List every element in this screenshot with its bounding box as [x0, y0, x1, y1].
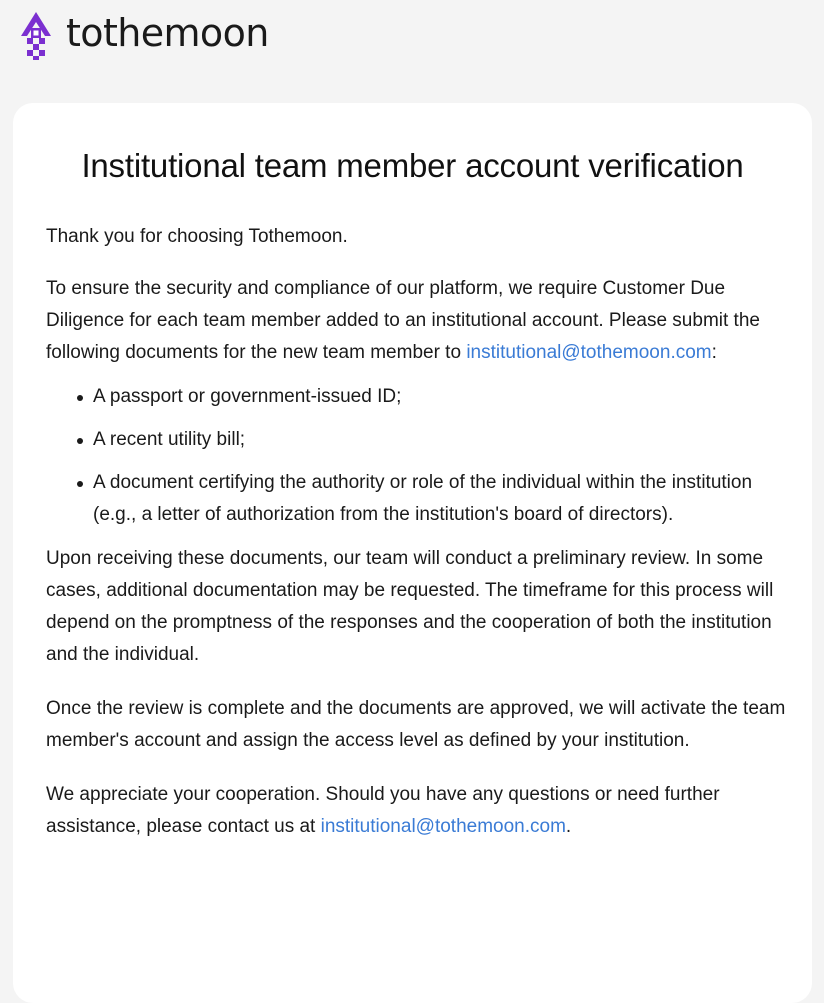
- required-documents-list: [46, 381, 791, 531]
- closing-text: We appreciate your cooperation. Should you have any questions or need further assistance, please contact us at: [46, 784, 720, 837]
- greeting-text: Thank you for choosing Tothemoon.: [46, 226, 348, 247]
- intro-text: To ensure the security and compliance of our platform, we require Customer Due Diligence for each team member added to an institutional account. Please submit the following documents for the new team member to: [46, 278, 760, 363]
- list-item: A document certifying the authority or role of the individual within the institution (e.g., a letter of authorization from the institution's board of directors).: [93, 467, 791, 531]
- list-item: A recent utility bill;: [93, 424, 791, 456]
- closing-paragraph: [46, 779, 791, 843]
- list-item: A passport or government-issued ID;: [93, 381, 791, 413]
- intro-suffix: :: [711, 342, 717, 363]
- brand-header: [18, 10, 269, 60]
- contact-email-link[interactable]: institutional@tothemoon.com: [320, 816, 566, 837]
- brand-name[interactable]: tothemoon: [66, 11, 269, 55]
- institutional-email-link[interactable]: institutional@tothemoon.com: [466, 342, 712, 363]
- email-card: [13, 103, 812, 1003]
- review-paragraph: Upon receiving these documents, our team will conduct a preliminary review. In some cases, additional documentation may be requested. The timeframe for this process will depend on the promptness of the responses and the cooperation of both the institution and the individual.: [46, 548, 774, 665]
- rocket-logo-icon[interactable]: [18, 10, 54, 60]
- email-body: [46, 221, 791, 843]
- intro-paragraph: [46, 273, 791, 369]
- closing-suffix: .: [565, 816, 572, 837]
- page-title: Institutional team member account verification: [81, 147, 744, 184]
- activation-paragraph: Once the review is complete and the documents are approved, we will activate the team member's account and assign the access level as defined by your institution.: [46, 698, 786, 751]
